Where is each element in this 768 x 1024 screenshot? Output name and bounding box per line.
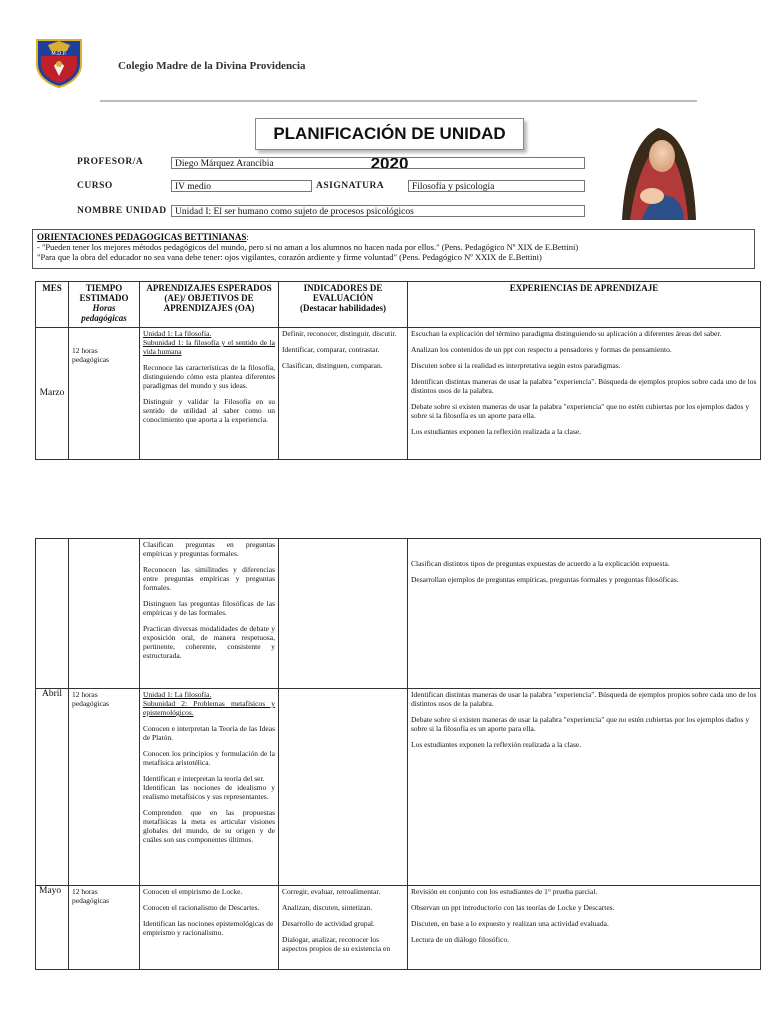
unidad-label: NOMBRE UNIDAD (77, 206, 167, 216)
virgin-mary-image (612, 120, 704, 220)
experiencias-cell: Revisión en conjunto con los estudiantes de 1° prueba parcial. Observan un ppt introductorio con las teorías de Locke y Descartes. Discuten, en base a lo expuesto y realizan una actividad evaluada. Lectura de un diálogo filosófico. (408, 886, 761, 970)
planning-table-2 (35, 538, 761, 970)
orientaciones-box: ORIENTACIONES PEDAGOGICAS BETTINIANAS: - "Pueden tener los mejores métodos pedagógicos del mundo, pero si no aman a los alumnos no hacen nada por ellos." (Pens. Pedagógico Nº XIX de E.Bettini) "Para que la obra del educador no sea vana debe tener: ojos vigilantes, corazón ardiente y firme voluntad" (Pens. Pedagógico Nº XXIX de E.Bettini) (32, 229, 755, 269)
profesor-label: PROFESOR/A (77, 157, 144, 167)
asignatura-label: ASIGNATURA (316, 181, 385, 191)
header-mes: MES (36, 282, 69, 328)
table-row-marzo (36, 328, 761, 460)
orientaciones-line-1: - "Pueden tener los mejores métodos pedagógicos del mundo, pero si no aman a los alumnos no hacen nada por ellos." (Pens. Pedagógico Nº XIX de E.Bettini) (37, 242, 579, 252)
curso-label: CURSO (77, 181, 113, 191)
tiempo-cell: 12 horas pedagógicas (69, 689, 140, 886)
mes-cell: Abril (36, 689, 69, 886)
unidad-field: Unidad I: El ser humano como sujeto de procesos psicológicos (171, 205, 585, 217)
curso-field: IV medio (171, 180, 312, 192)
svg-text:M.D.P.: M.D.P. (51, 51, 67, 57)
aprendizajes-cell: Unidad 1: La filosofía. Subunidad 2: Problemas metafísicos y epistemológicos. Conocen e interpretan la Teoría de las Ideas de Platón. Conocen los principios y formulación de la metafísica aristotélica. Identifican e interpretan la teoría del ser. Identifican las nociones de idealismo y realismo metafísicos y sus representantes. Comprenden que en las propuestas metafísicas la meta es articular visiones globales del mundo, de su origen y de cuáles son sus componentes últimos. (140, 689, 279, 886)
school-name: Colegio Madre de la Divina Providencia (118, 60, 306, 72)
tiempo-cell: 12 horas pedagógicas (69, 328, 140, 460)
aprendizajes-cell: Unidad 1: La filosofía. Subunidad 1: la filosofía y el sentido de la vida humana Reconoce las características de la filosofía, distinguiendo cómo esta plantea diferentes paradigmas del mundo y sus ideas. Distinguir y validar la Filosofía en su sentido de utilidad al saber como un conocimiento que aporta a la experiencia. (140, 328, 279, 460)
experiencias-cell: Clasifican distintos tipos de preguntas expuestas de acuerdo a la explicación expuesta. Desarrollan ejemplos de preguntas empíricas, preguntas formales y preguntas filosóficas. (408, 539, 761, 689)
table-row-continuation (36, 539, 761, 689)
experiencias-cell: Identifican distintas maneras de usar la palabra "experiencia". Búsqueda de ejemplos propios sobre cada uno de los distintos usos de la palabra. Debate sobre si existen maneras de usar la palabra "experiencia" que no estén cubiertas por los ejemplos dados y sobre si la filosofía es un aporte para ella. Los estudiantes exponen la reflexión realizada a la clase. (408, 689, 761, 886)
aprendizajes-cell: Conocen el empirismo de Locke. Conocen el racionalismo de Descartes. Identifican las nociones epistemológicas de empirismo y racionalismo. (140, 886, 279, 970)
school-crest-logo (34, 36, 84, 88)
indicadores-cell: Definir, reconocer, distinguir, discutir. Identificar, comparar, contrastar. Clasifican, distinguen, comparan. (279, 328, 408, 460)
mes-cell: Mayo (36, 886, 69, 970)
header-tiempo: TIEMPO ESTIMADO Horas pedagógicas (69, 282, 140, 328)
planning-table-1 (35, 281, 761, 460)
indicadores-cell (279, 689, 408, 886)
page-title: PLANIFICACIÓN DE UNIDAD 2020 (255, 118, 524, 150)
experiencias-cell: Escuchan la explicación del término paradigma distinguiendo su aplicación a diferentes áreas del saber. Analizan los contenidos de un ppt con respecto a pensadores y formas de pensamiento. Discuten sobre si la realidad es interpretativa según estos paradigmas. Identifican distintas maneras de usar la palabra "experiencia". Búsqueda de ejemplos propios sobre cada uno de los distintos usos de la palabra. Debate sobre si existen maneras de usar la palabra "experiencia" que no estén cubiertas por los ejemplos dados y sobre si la filosofía es un aporte para ella. Los estudiantes exponen la reflexión realizada a la clase. (408, 328, 761, 460)
tiempo-cell: 12 horas pedagógicas (69, 886, 140, 970)
table-row-mayo (36, 886, 761, 970)
mes-cell (36, 539, 69, 689)
header-divider (100, 100, 697, 102)
orientaciones-line-2: "Para que la obra del educador no sea vana debe tener: ojos vigilantes, corazón ardiente y firme voluntad" (Pens. Pedagógico Nº XXIX de E.Bettini) (37, 252, 542, 262)
header-aprendizajes: APRENDIZAJES ESPERADOS (AE)/ OBJETIVOS DE APRENDIZAJES (OA) (140, 282, 279, 328)
tiempo-cell (69, 539, 140, 689)
table-row-abril (36, 689, 761, 886)
asignatura-field: Filosofía y psicología (408, 180, 585, 192)
orientaciones-title: ORIENTACIONES PEDAGOGICAS BETTINIANAS (37, 232, 247, 242)
mes-cell: Marzo (36, 328, 69, 460)
table-header-row (36, 282, 761, 328)
header-indicadores: INDICADORES DE EVALUACIÓN (Destacar habilidades) (279, 282, 408, 328)
aprendizajes-cell: Clasifican preguntas en preguntas empíricas y preguntas formales. Reconocen las similitudes y diferencias entre preguntas empíricas y preguntas formales. Distinguen las preguntas filosóficas de las empíricas y de las formales. Practican diversas modalidades de debate y exposición oral, de manera respetuosa, pertinente, coherente, consistente y estructurada. (140, 539, 279, 689)
indicadores-cell: Corregir, evaluar, retroalimentar. Analizan, discuten, sintetizan. Desarrollo de actividad grupal. Dialogar, analizar, reconocer los aspectos propios de su existencia en (279, 886, 408, 970)
profesor-field: Diego Márquez Arancibia (171, 157, 585, 169)
header-experiencias: EXPERIENCIAS DE APRENDIZAJE (408, 282, 761, 328)
indicadores-cell (279, 539, 408, 689)
